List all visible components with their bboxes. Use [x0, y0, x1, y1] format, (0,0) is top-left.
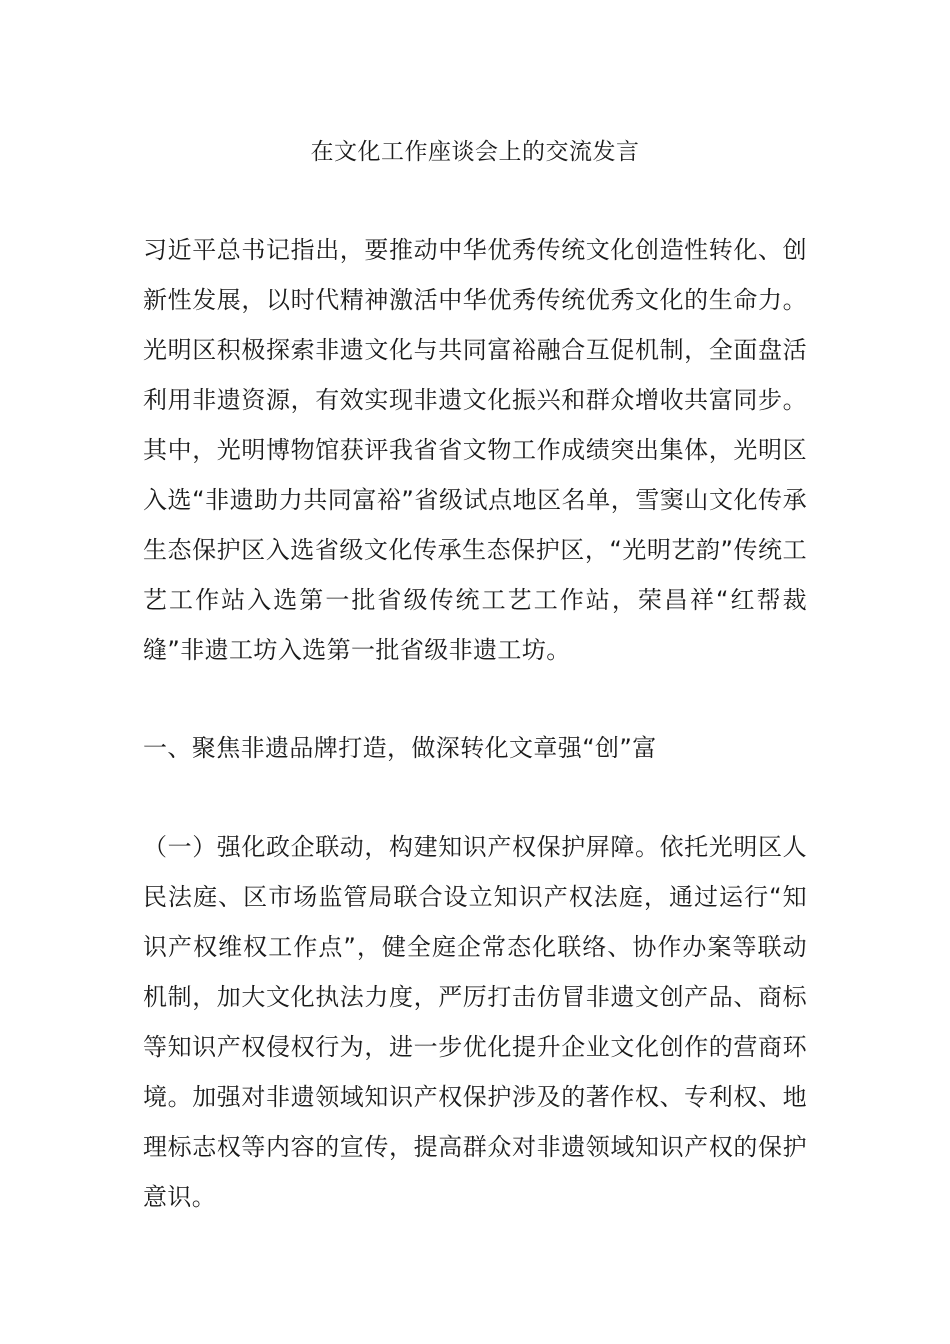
- section-heading: 一、聚焦非遗品牌打造，做深转化文章强“创”富: [143, 734, 657, 762]
- document-title: 在文化工作座谈会上的交流发言: [310, 139, 640, 165]
- intro-paragraph: 习近平总书记指出，要推动中华优秀传统文化创造性转化、创新性发展，以时代精神激活中华优秀传统优秀文化的生命力。光明区积极探索非遗文化与共同富裕融合互促机制，全面盘活利用非遗资源，有效实现非遗文化振兴和群众增收共富同步。其中，光明博物馆获评我省省文物工作成绩突出集体，光明区入选“非遗助力共同富裕”省级试点地区名单，雪窦山文化传承生态保护区入选省级文化传承生态保护区，“光明艺韵”传统工艺工作站入选第一批省级传统工艺工作站，荣昌祥“红帮裁缝”非遗工坊入选第一批省级非遗工坊。: [143, 236, 807, 664]
- subsection-paragraph: （一）强化政企联动，构建知识产权保护屏障。依托光明区人民法庭、区市场监管局联合设立知识产权法庭，通过运行“知识产权维权工作点”，健全庭企常态化联络、协作办案等联动机制，加大文化执法力度，严厉打击仿冒非遗文创产品、商标等知识产权侵权行为，进一步优化提升企业文化创作的营商环境。加强对非遗领域知识产权保护涉及的著作权、专利权、地理标志权等内容的宣传，提高群众对非遗领域知识产权的保护意识。: [143, 833, 807, 1211]
